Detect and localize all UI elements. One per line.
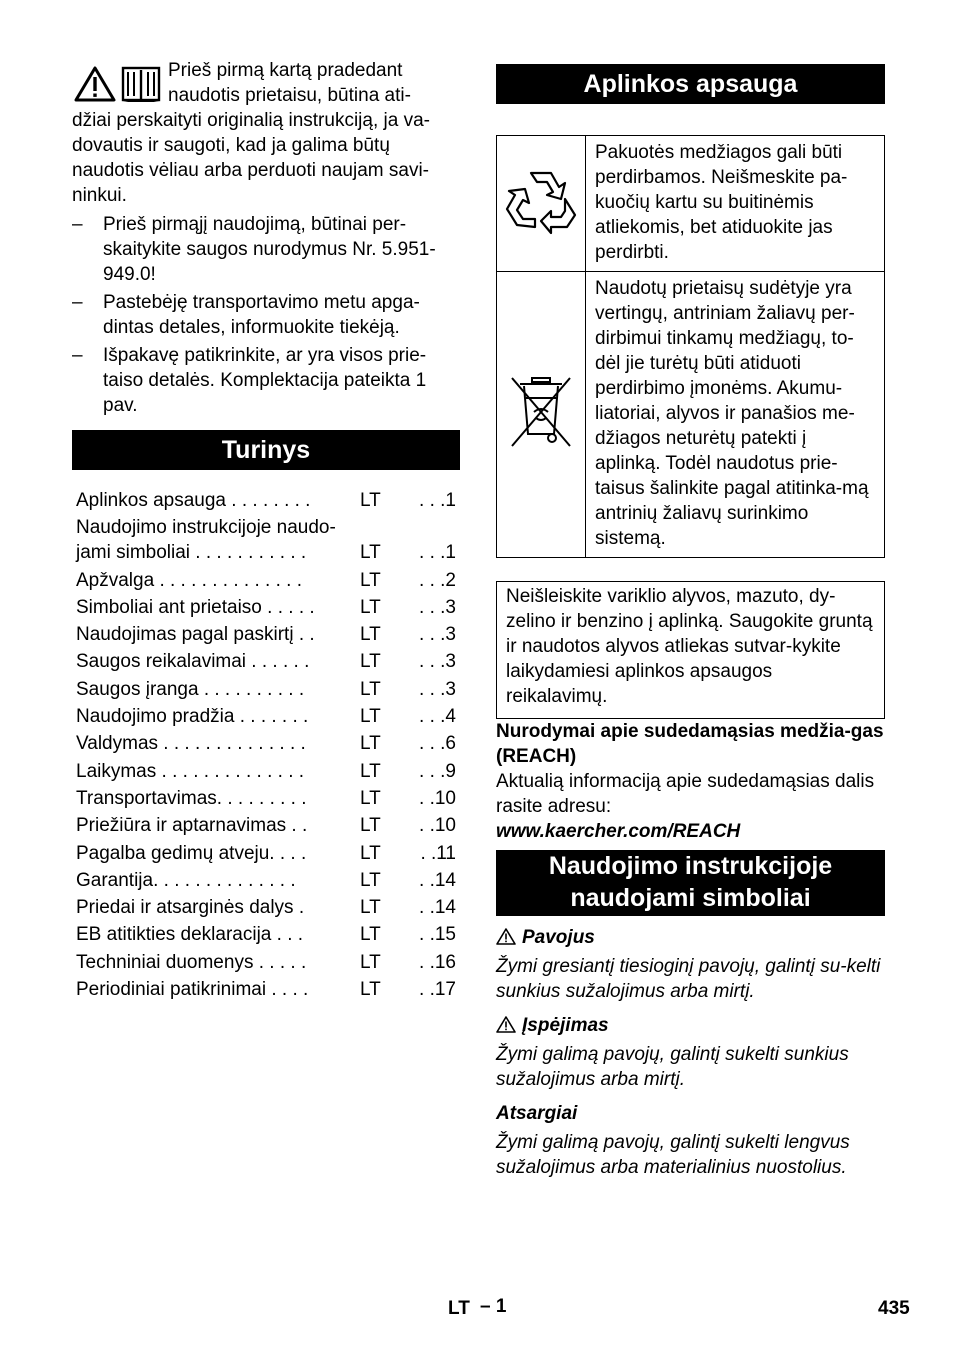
toc-row[interactable] bbox=[76, 977, 460, 1002]
toc-page: . . .1 bbox=[419, 490, 456, 511]
warning-triangle-icon bbox=[74, 66, 116, 102]
toc-lang: LT bbox=[360, 951, 381, 973]
toc-title: Naudojimas pagal paskirtį . . bbox=[76, 624, 315, 646]
toc-row[interactable] bbox=[76, 868, 460, 893]
intro-bullet: – Išpakavę patikrinkite, ar yra visos prie-taiso detalės. Komplektacija pateikta 1 pav. bbox=[72, 343, 460, 418]
recycle-icon bbox=[503, 165, 579, 237]
toc-title: Naudojimo instrukcijoje naudo-jami simboliai . . . . . . . . . . . bbox=[76, 517, 336, 564]
footer-section-number: – 1 bbox=[480, 1296, 507, 1317]
footer-page-number: 435 bbox=[878, 1298, 910, 1319]
toc-title: Saugos įranga . . . . . . . . . . bbox=[76, 678, 305, 700]
toc-page: . .17 bbox=[419, 979, 456, 1001]
intro-line-2: naudotis prietaisu, būtina ati- bbox=[168, 85, 411, 106]
toc-title: Priežiūra ir aptarnavimas . . bbox=[76, 815, 308, 837]
packaging-text: Pakuotės medžiagos gali būti perdirbamos. Neišmeskite pa-kuočių kartu su buitinėmis atliekomis, bet atiduokite jas perdirbti. bbox=[586, 136, 885, 272]
environment-row bbox=[497, 272, 885, 558]
toc-lang: LT bbox=[360, 979, 381, 1001]
manual-book-icon bbox=[120, 66, 162, 102]
reach-text: Aktualią informaciją apie sudedamąsias dalis rasite adresu: bbox=[496, 771, 875, 817]
toc-page: . .14 bbox=[419, 869, 456, 891]
toc-row[interactable] bbox=[76, 515, 460, 565]
toc-lang: LT bbox=[360, 787, 381, 809]
intro-line-1: Prieš pirmą kartą pradedant bbox=[168, 60, 403, 81]
used-devices-text: Naudotų prietaisų sudėtyje yra vertingų, antriniam žaliavų per-dirbimui tinkamų medžiagų, to-dėl jie turėtų būti atiduoti perdirbimo įmonėms. Akumu-liatoriai, alyvos ir panašios me-džiagos neturėtų patekti į aplinką. Todėl naudotus prie-taisus šalinkite pagal atitinka-mą antrinių žaliavų surinkimo sistemą. bbox=[586, 272, 885, 558]
toc-lang: LT bbox=[360, 842, 381, 864]
toc-page: . . .6 bbox=[419, 733, 456, 755]
toc-page: . .10 bbox=[419, 787, 456, 809]
toc-page: . . .3 bbox=[419, 651, 456, 673]
warning-label-text: Įspėjimas bbox=[522, 1015, 609, 1036]
toc-title: Simboliai ant prietaiso . . . . . bbox=[76, 596, 315, 618]
warning-label bbox=[496, 1013, 885, 1038]
toc-lang: LT bbox=[360, 815, 381, 837]
toc-heading: Turinys bbox=[72, 430, 460, 470]
danger-text: Žymi gresiantį tiesioginį pavojų, galintį su-kelti sunkius sužalojimus arba mirtį. bbox=[496, 956, 881, 1002]
toc-row[interactable] bbox=[76, 622, 460, 647]
toc-title: Transportavimas. . . . . . . . . bbox=[76, 787, 307, 809]
toc-title: Priedai ir atsarginės dalys . bbox=[76, 897, 305, 919]
intro-bullet: – Prieš pirmąjį naudojimą, būtinai per-skaitykite saugos nurodymus Nr. 5.951-949.0! bbox=[72, 212, 460, 287]
toc-row[interactable] bbox=[76, 786, 460, 811]
crossed-bin-icon bbox=[506, 374, 576, 450]
environment-table bbox=[496, 135, 885, 558]
toc-page: . . .3 bbox=[419, 596, 456, 618]
toc-row[interactable] bbox=[76, 950, 460, 975]
intro-bullet-list bbox=[72, 212, 460, 418]
toc-lang: LT bbox=[360, 569, 381, 591]
symbols-list bbox=[496, 925, 885, 1180]
toc-row[interactable] bbox=[76, 568, 460, 593]
toc-row[interactable] bbox=[76, 813, 460, 838]
toc-lang: LT bbox=[360, 733, 381, 755]
reach-url-link[interactable]: www.kaercher.com/REACH bbox=[496, 821, 741, 842]
toc-lang: LT bbox=[360, 542, 381, 564]
toc-row[interactable] bbox=[76, 649, 460, 674]
toc-lang: LT bbox=[360, 924, 381, 946]
toc-title: Valdymas . . . . . . . . . . . . . . bbox=[76, 733, 306, 755]
toc-page: . .11 bbox=[420, 842, 456, 864]
toc-title: Naudojimo pradžia . . . . . . . bbox=[76, 706, 309, 728]
warning-text: Žymi galimą pavojų, galintį sukelti sunkius sužalojimus arba mirtį. bbox=[496, 1044, 849, 1090]
toc-row[interactable] bbox=[76, 895, 460, 920]
reach-heading: Nurodymai apie sudedamąsias medžia-gas (REACH) bbox=[496, 721, 884, 767]
danger-label-text: Pavojus bbox=[522, 927, 595, 948]
toc-row[interactable] bbox=[76, 677, 460, 702]
toc-title: Aplinkos apsauga . . . . . . . . bbox=[76, 490, 311, 511]
recycle-icon-cell bbox=[497, 136, 586, 272]
crossed-bin-icon-cell bbox=[497, 272, 586, 558]
toc-lang: LT bbox=[360, 706, 381, 728]
oil-notice-box: Neišleiskite variklio alyvos, mazuto, dy-zelino ir benzino į aplinką. Saugokite gruntą ir naudotos alyvos atliekas sutvar-kykite laikydamiesi aplinkos apsaugos reikalavimų. bbox=[496, 581, 885, 719]
warning-triangle-icon bbox=[496, 928, 516, 945]
toc-row[interactable] bbox=[76, 759, 460, 784]
toc-page: . .14 bbox=[419, 897, 456, 919]
toc-row[interactable] bbox=[76, 595, 460, 620]
intro-icons bbox=[74, 66, 162, 102]
toc-row[interactable] bbox=[76, 488, 460, 513]
toc-page: . .10 bbox=[419, 815, 456, 837]
intro-bullet: – Pastebėję transportavimo metu apga-dintas detales, informuokite tiekėją. bbox=[72, 290, 460, 340]
environment-heading: Aplinkos apsauga bbox=[496, 64, 885, 104]
caution-label: Atsargiai bbox=[496, 1103, 578, 1124]
toc-lang: LT bbox=[360, 678, 381, 700]
toc-page: . . .1 bbox=[419, 542, 456, 564]
caution-text: Žymi galimą pavojų, galintį sukelti lengvus sužalojimus arba materialinius nuostolius. bbox=[496, 1132, 850, 1178]
toc-row[interactable] bbox=[76, 731, 460, 756]
toc-title: Apžvalga . . . . . . . . . . . . . . bbox=[76, 569, 302, 591]
toc-lang: LT bbox=[360, 760, 381, 782]
toc-title: Laikymas . . . . . . . . . . . . . . bbox=[76, 760, 305, 782]
toc-title: Pagalba gedimų atveju. . . . bbox=[76, 842, 307, 864]
footer-language: LT bbox=[448, 1298, 470, 1319]
toc-lang: LT bbox=[360, 624, 381, 646]
toc-row[interactable] bbox=[76, 922, 460, 947]
toc-page: . . .2 bbox=[419, 569, 456, 591]
toc-lang: LT bbox=[360, 651, 381, 673]
toc-title: Periodiniai patikrinimai . . . . bbox=[76, 979, 309, 1001]
environment-row bbox=[497, 136, 885, 272]
table-of-contents bbox=[72, 488, 460, 1002]
toc-page: . . .3 bbox=[419, 678, 456, 700]
intro-text: džiai perskaityti originalią instrukciją, ja va-dovautis ir saugoti, kad ja galima būtų naudotis vėliau arba perduoti naujam savi-ninkui. bbox=[72, 110, 430, 206]
toc-page: . . .9 bbox=[419, 760, 456, 782]
toc-page: . . .3 bbox=[419, 624, 456, 646]
toc-title: Techniniai duomenys . . . . . bbox=[76, 951, 307, 973]
toc-lang: LT bbox=[360, 596, 381, 618]
toc-title: EB atitikties deklaracija . . . bbox=[76, 924, 304, 946]
left-column bbox=[72, 58, 460, 1004]
toc-title: Garantija. . . . . . . . . . . . . . bbox=[76, 869, 296, 891]
toc-title: Saugos reikalavimai . . . . . . bbox=[76, 651, 310, 673]
toc-page: . . .4 bbox=[419, 706, 456, 728]
toc-lang: LT bbox=[360, 490, 381, 511]
danger-label bbox=[496, 925, 885, 950]
toc-lang: LT bbox=[360, 869, 381, 891]
toc-page: . .16 bbox=[419, 951, 456, 973]
toc-row[interactable] bbox=[76, 841, 460, 866]
warning-triangle-icon bbox=[496, 1016, 516, 1033]
intro-block bbox=[72, 58, 460, 418]
toc-lang: LT bbox=[360, 897, 381, 919]
symbols-heading: Naudojimo instrukcijoje naudojami simboliai bbox=[496, 850, 885, 916]
toc-row[interactable] bbox=[76, 704, 460, 729]
right-column bbox=[496, 64, 885, 1180]
toc-page: . .15 bbox=[419, 924, 456, 946]
